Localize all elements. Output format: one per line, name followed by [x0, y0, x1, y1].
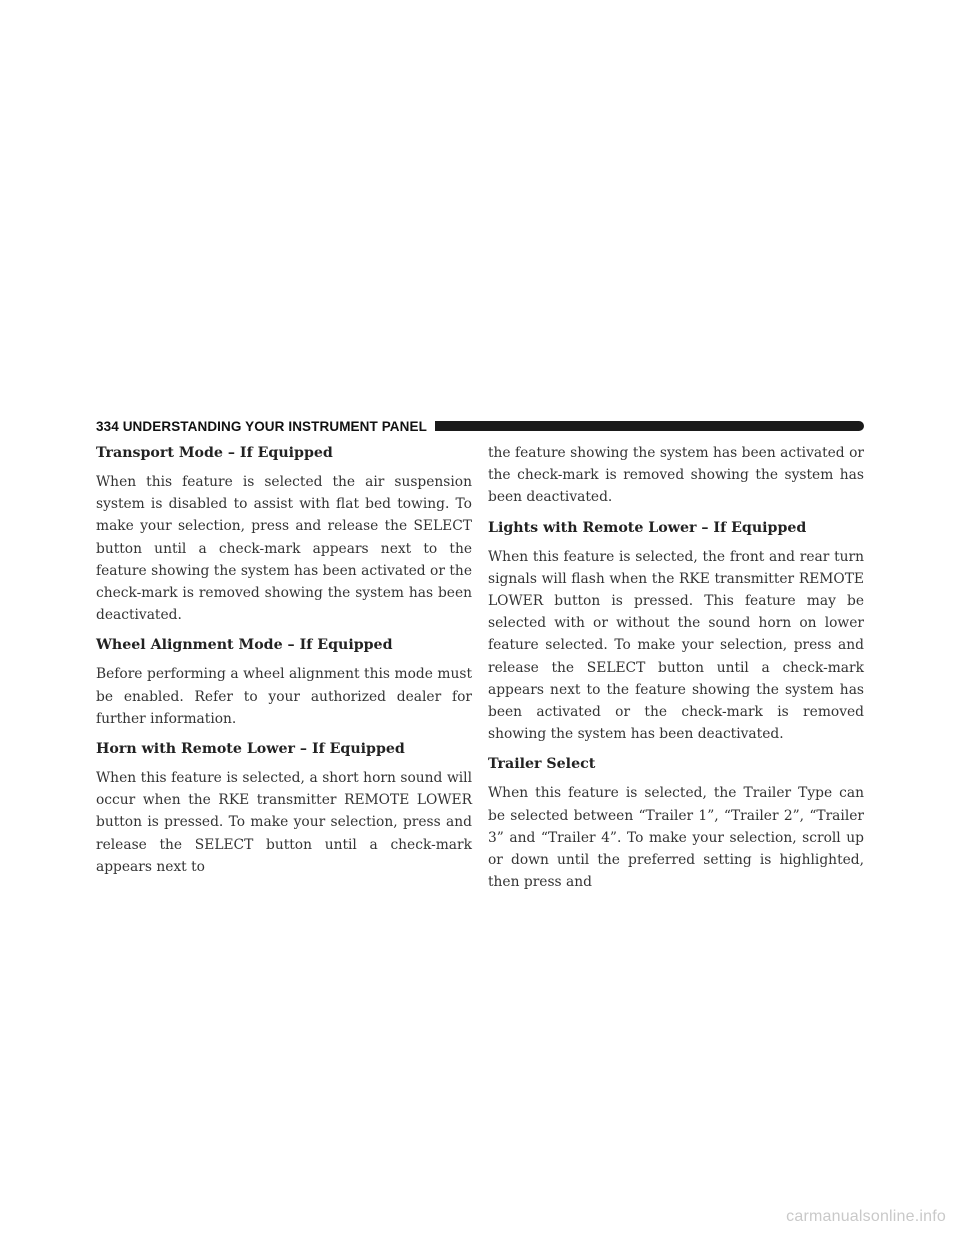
section-title: UNDERSTANDING YOUR INSTRUMENT PANEL: [122, 418, 427, 434]
horn-remote-lower-heading: Horn with Remote Lower – If Equipped: [96, 741, 405, 758]
left-column: [96, 442, 472, 878]
page-header: [96, 417, 864, 435]
lights-remote-lower-heading: Lights with Remote Lower – If Equipped: [488, 519, 807, 536]
wheel-alignment-body: Before performing a wheel alignment this mode must be enabled. Refer to your authorized dealer for further information.: [96, 666, 472, 727]
transport-mode-body: When this feature is selected the air suspension system is disabled to assist with flat bed towing. To make your selection, press and release the SELECT button until a check-mark appears next to the feature showing the system has been activated or the check-mark is removed showing the system has been deactivated.: [96, 474, 472, 624]
lights-remote-lower-body: When this feature is selected, the front and rear turn signals will flash when the RKE transmitter REMOTE LOWER button is pressed. This feature may be selected with or without the sound horn on lower feature selected. To make your selection, press and release the SELECT button until a check-mark appears next to the feature showing the system has been activated or the check-mark is removed showing the system has been deactivated.: [488, 548, 864, 743]
header-rule-bar: [435, 421, 864, 431]
trailer-select-body: When this feature is selected, the Trailer Type can be selected between “Trailer 1”, “Trailer 2”, “Trailer 3” and “Trailer 4”. To make your selection, scroll up or down until the preferred setting is highlighted, then press and: [488, 785, 864, 891]
trailer-select-heading: Trailer Select: [488, 756, 596, 773]
horn-remote-lower-body: When this feature is selected, a short horn sound will occur when the RKE transmitter REMOTE LOWER button is pressed. To make your selection, press and release the SELECT button until a check-mark appears next to: [96, 770, 472, 875]
page-header-text: [96, 419, 435, 434]
transport-mode-heading: Transport Mode – If Equipped: [96, 445, 333, 461]
wheel-alignment-heading: Wheel Alignment Mode – If Equipped: [96, 637, 393, 654]
page-number: 334: [96, 418, 119, 434]
right-column: [488, 442, 864, 893]
horn-remote-lower-body-continued: the feature showing the system has been activated or the check-mark is removed showing the system has been deactivated.: [488, 445, 864, 506]
site-watermark: carmanualsonline.info: [786, 1208, 946, 1225]
